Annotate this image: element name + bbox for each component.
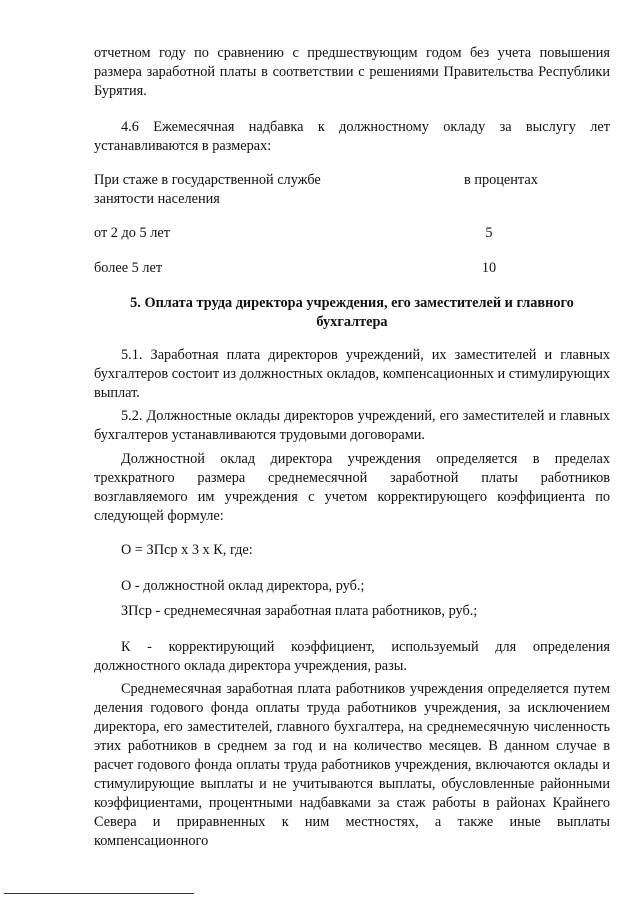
formula: О = ЗПср х 3 х К, где: — [121, 542, 253, 558]
table-row-value: 10 — [481, 260, 497, 276]
paragraph-5-1: 5.1. Заработная плата директоров учреждений, их заместителей и главных бухгалтеров состоит из должностных окладов, компенсационных и стимулирующих выплат. — [94, 347, 610, 401]
paragraph-formula-intro: Должностной оклад директора учреждения определяется в пределах трехкратного размера среднемесячной заработной платы работников возглавляемого им учреждения с учетом корректирующего коэффициента по следующей формуле: — [94, 451, 610, 524]
table-header-left: При стаже в государственной службе занятости населения — [94, 172, 321, 207]
table-header-row — [94, 171, 610, 211]
table-row-label: от 2 до 5 лет — [94, 225, 170, 241]
paragraph-4-6: 4.6 Ежемесячная надбавка к должностному окладу за выслугу лет устанавливаются в размерах: — [94, 119, 610, 154]
table-row — [94, 259, 610, 299]
table-row-label: более 5 лет — [94, 260, 163, 276]
definition-k: К - корректирующий коэффициент, используемый для определения должностного оклада директора учреждения, разы. — [94, 639, 610, 674]
paragraph-average-salary: Среднемесячная заработная плата работников учреждения определяется путем деления годового фонда оплаты труда работников учреждения, за исключением директора, его заместителей, главного бухгалтера, на среднемесячную численность этих работников в среднем за год и на количество месяцев. В данном случае в расчет годового фонда оплаты труда работников учреждения, включаются оклады и стимулирующие выплаты и не учитываются выплаты, обусловленные районными коэффициентами, процентными надбавками за стаж работы в районах Крайнего Севера и приравненных к ним местностях, а также иные выплаты компенсационного — [94, 681, 610, 849]
section-5-heading: 5. Оплата труда директора учреждения, его заместителей и главного бухгалтера — [130, 295, 574, 330]
table-row-value: 5 — [485, 225, 493, 241]
table-header-right: в процентах — [464, 172, 538, 188]
paragraph-top: отчетном году по сравнению с предшествующим годом без учета повышения размера заработной платы в соответствии с решениями Правительства Республики Бурятия. — [94, 45, 610, 99]
footnote-divider — [4, 893, 194, 894]
paragraph-5-2: 5.2. Должностные оклады директоров учреждений, его заместителей и главных бухгалтеров устанавливаются трудовыми договорами. — [94, 408, 610, 443]
table-row — [94, 224, 610, 264]
definition-zp: ЗПср - среднемесячная заработная плата работников, руб.; — [121, 603, 478, 619]
definition-o: О - должностной оклад директора, руб.; — [121, 578, 365, 594]
